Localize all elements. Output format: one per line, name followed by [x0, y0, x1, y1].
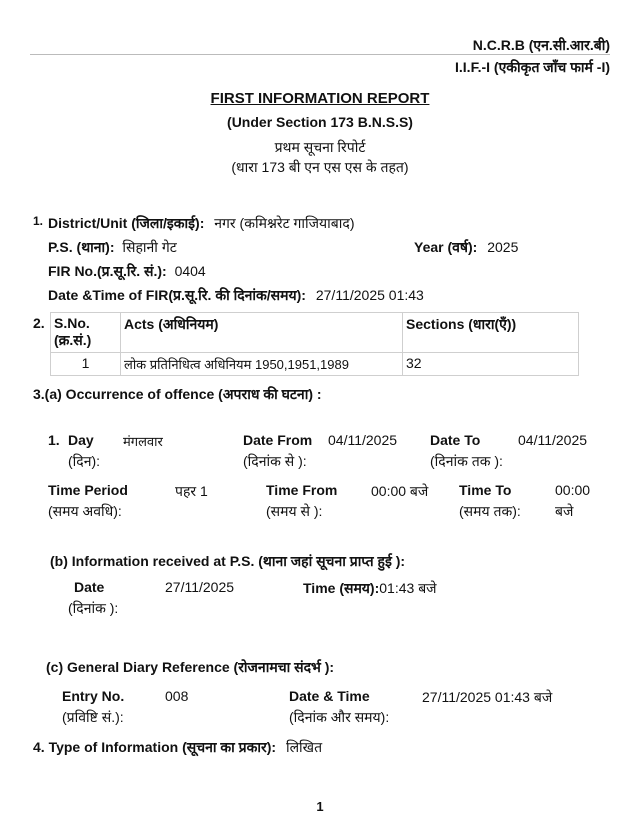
report-title-hindi: प्रथम सूचना रिपोर्ट: [274, 139, 366, 155]
section-3b-title: (b) Information received at P.S. (थाना जहां सूचना प्राप्त हुई ):: [50, 553, 406, 569]
info-time-row: [303, 579, 437, 598]
report-subtitle-hindi: (धारा 173 बी एन एस एस के तहत): [231, 159, 409, 175]
info-type-label: 4. Type of Information (सूचना का प्रकार):: [33, 739, 277, 755]
gd-datetime-value: 27/11/2025 01:43 बजे: [422, 689, 553, 705]
district-value: नगर (कमिश्नरेट गाजियाबाद): [214, 215, 355, 231]
row-spacer: [30, 353, 51, 376]
ncrb-header: N.C.R.B (एन.सी.आर.बी): [472, 37, 610, 53]
page-number: 1: [316, 799, 324, 814]
time-period-label-hi: (समय अवधि):: [48, 503, 122, 519]
report-subtitle: (Under Section 173 B.N.S.S): [227, 114, 413, 130]
fir-datetime-value: 27/11/2025 01:43: [315, 287, 424, 303]
sections-header: Sections (धारा(एँ)): [403, 313, 579, 353]
date-to-value: 04/11/2025: [518, 432, 588, 448]
sno-header-hi: (क्र.सं.): [54, 332, 92, 348]
entry-no-label-hi: (प्रविष्टि सं.):: [62, 709, 124, 725]
time-to-value: 00:00: [555, 482, 591, 498]
fir-row: [48, 262, 206, 281]
time-to-value-suffix: बजे: [555, 503, 574, 519]
info-time-value: 01:43 बजे: [379, 580, 437, 596]
time-from-value: 00:00 बजे: [371, 483, 429, 499]
date-from-label: Date From: [243, 432, 313, 448]
ps-label: P.S. (थाना):: [48, 239, 115, 255]
info-date-label-hi: (दिनांक ):: [68, 600, 119, 616]
fir-value: 0404: [174, 263, 206, 279]
row-section: 32: [403, 353, 579, 376]
year-value: 2025: [487, 239, 519, 255]
ps-value: सिहानी गेट: [122, 239, 177, 255]
year-row: [414, 238, 518, 257]
header-divider: [30, 54, 610, 55]
time-from-label-hi: (समय से ):: [266, 503, 323, 519]
info-type-value: लिखित: [285, 739, 323, 755]
table-row: [30, 353, 579, 376]
day-label-hi: (दिन):: [68, 453, 101, 469]
section-3a-title: 3.(a) Occurrence of offence (अपराध की घटना) :: [33, 386, 322, 402]
sno-header: [51, 313, 121, 353]
date-from-value: 04/11/2025: [328, 432, 398, 448]
year-label: Year (वर्ष):: [414, 239, 478, 255]
fir-label: FIR No.(प्र.सू.रि. सं.):: [48, 263, 167, 279]
gd-datetime-label: Date & Time: [289, 688, 370, 704]
section-1-number: 1.: [33, 214, 44, 228]
entry-no-label: Entry No.: [62, 688, 125, 704]
row-act: लोक प्रतिनिधित्व अधिनियम 1950,1951,1989: [121, 353, 403, 376]
info-date-label: Date: [74, 579, 105, 595]
fir-datetime-row: [48, 286, 424, 305]
report-title: FIRST INFORMATION REPORT: [210, 90, 430, 107]
acts-table-header: [30, 313, 579, 353]
time-period-value: पहर 1: [175, 483, 208, 499]
day-label: Day: [68, 432, 94, 448]
occurrence-number: 1.: [48, 432, 60, 448]
row-sno: 1: [51, 353, 121, 376]
info-time-label: Time (समय):: [303, 580, 380, 596]
gd-datetime-label-hi: (दिनांक और समय):: [289, 709, 390, 725]
time-period-label: Time Period: [48, 482, 128, 498]
section-3c-title: (c) General Diary Reference (रोजनामचा संदर्भ ):: [46, 659, 335, 675]
time-from-label: Time From: [266, 482, 338, 498]
acts-header: Acts (अधिनियम): [121, 313, 403, 353]
date-to-label-hi: (दिनांक तक ):: [430, 453, 503, 469]
time-to-label-hi: (समय तक):: [459, 503, 521, 519]
info-type-row: [33, 738, 322, 757]
ps-row: [48, 238, 177, 257]
time-to-label: Time To: [459, 482, 512, 498]
entry-no-value: 008: [165, 688, 189, 704]
date-from-label-hi: (दिनांक से ):: [243, 453, 307, 469]
district-row: [48, 214, 355, 233]
day-value: मंगलवार: [123, 434, 163, 449]
info-date-value: 27/11/2025: [165, 579, 235, 595]
form-id-header: I.I.F.-I (एकीकृत जाँच फार्म -I): [455, 59, 610, 75]
sno-header-en: S.No.: [54, 315, 90, 331]
district-label: District/Unit (जिला/इकाई):: [48, 215, 205, 231]
acts-table: [30, 312, 579, 376]
date-to-label: Date To: [430, 432, 481, 448]
fir-datetime-label: Date &Time of FIR(प्र.सू.रि. की दिनांक/समय):: [48, 287, 306, 303]
section-2-number: 2.: [33, 314, 45, 331]
